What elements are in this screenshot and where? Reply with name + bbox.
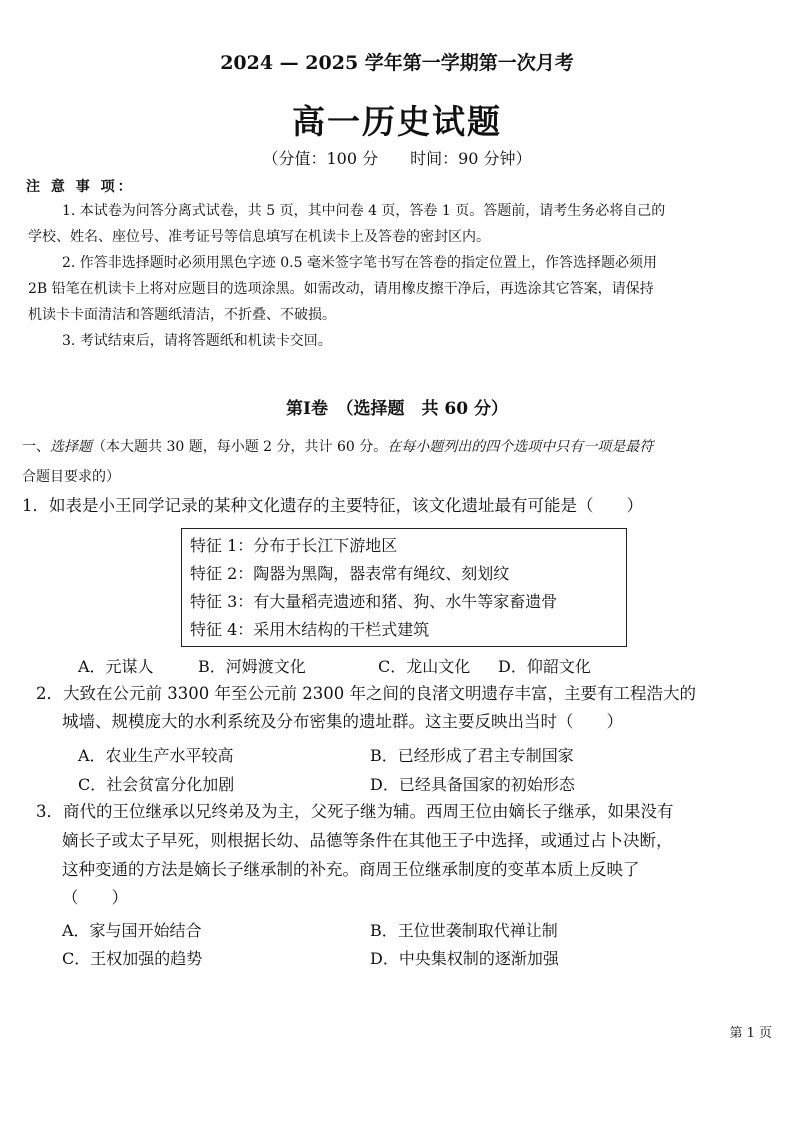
- feature-table: [181, 528, 627, 647]
- q3-option-c: C．王权加强的趋势: [62, 949, 203, 968]
- q1-option-d: D．仰韶文化: [498, 657, 591, 676]
- section-title: 第Ⅰ卷 （选择题 共 60 分）: [286, 399, 508, 419]
- notice-line: 3. 考试结束后，请将答题纸和机读卡交回。: [62, 333, 332, 349]
- instruction-type: 选择题: [50, 439, 92, 455]
- q3-option-a: A．家与国开始结合: [62, 921, 202, 940]
- notice-line: 2. 作答非选择题时必须用黑色字迹 0.5 毫米签字笔书写在答卷的指定位置上，作答选择题必须用: [62, 255, 657, 271]
- q2-option-c: C．社会贫富分化加剧: [78, 775, 235, 794]
- q1-option-c: C．龙山文化: [378, 657, 471, 676]
- instruction-prefix: 一、: [22, 439, 50, 455]
- q1-option-a: A．元谋人: [78, 657, 154, 676]
- q1-option-b: B．河姆渡文化: [198, 657, 306, 676]
- page-title: 高一历史试题: [292, 102, 502, 141]
- feature-item: 特征 1：分布于长江下游地区: [190, 536, 398, 555]
- q3-option-d: D．中央集权制的逐渐加强: [370, 949, 559, 968]
- instruction-italic: 在每小题列出的四个选项中只有一项是最符: [387, 439, 654, 455]
- question-3-stem: 嫡长子或太子早死，则根据长幼、品德等条件在其他王子中选择，或通过占卜决断，: [62, 831, 673, 850]
- instruction-rest: （本大题共 30 题，每小题 2 分，共计 60 分。: [92, 439, 388, 455]
- notice-line: 1. 本试卷为问答分离式试卷，共 5 页，其中问卷 4 页，答卷 1 页。答题前，请考生务必将自己的: [62, 203, 666, 219]
- question-3-stem: 这种变通的方法是嫡长子继承制的补充。商周王位继承制度的变革本质上反映了: [62, 860, 640, 879]
- feature-item: 特征 3：有大量稻壳遗迹和猪、狗、水牛等家畜遗骨: [190, 592, 558, 611]
- notice-line: 学校、姓名、座位号、准考证号等信息填写在机读卡上及答卷的密封区内。: [28, 229, 490, 245]
- q2-option-a: A．农业生产水平较高: [78, 746, 234, 765]
- notice-line: 2B 铅笔在机读卡上将对应题目的选项涂黑。如需改动，请用橡皮擦干净后，再选涂其它答案，请保持: [28, 281, 654, 297]
- section-instruction: [22, 432, 782, 492]
- question-3-stem: （ ）: [62, 888, 128, 907]
- feature-item: 特征 2：陶器为黑陶，器表常有绳纹、刻划纹: [190, 564, 510, 583]
- exam-period-line: 2024 — 2025 学年第一学期第一次月考: [220, 52, 574, 74]
- q2-option-b: B．已经形成了君主专制国家: [370, 746, 574, 765]
- notice-heading: 注 意 事 项：: [26, 179, 135, 195]
- question-2-stem: 城墙、规模庞大的水利系统及分布密集的遗址群。这主要反映出当时（ ）: [62, 712, 623, 731]
- q2-option-d: D．已经具备国家的初始形态: [370, 775, 575, 794]
- feature-item: 特征 4：采用木结构的干栏式建筑: [190, 620, 430, 639]
- question-1-stem: 1．如表是小王同学记录的某种文化遗存的主要特征，该文化遗址最有可能是（ ）: [22, 496, 643, 515]
- instruction-end: 合题目要求的）: [22, 469, 120, 485]
- question-3-stem: 3．商代的王位继承以兄终弟及为主，父死子继为辅。西周王位由嫡长子继承，如果没有: [36, 802, 674, 821]
- notice-line: 机读卡卡面清洁和答题纸清洁，不折叠、不破损。: [28, 307, 336, 323]
- question-2-stem: 2．大致在公元前 3300 年至公元前 2300 年之间的良渚文明遗存丰富，主要有工程浩大的: [36, 684, 696, 703]
- score-time-info: （分值：100 分 时间：90 分钟）: [262, 149, 532, 168]
- page-number: 第 1 页: [729, 1026, 772, 1041]
- q3-option-b: B．王位世袭制取代禅让制: [370, 921, 558, 940]
